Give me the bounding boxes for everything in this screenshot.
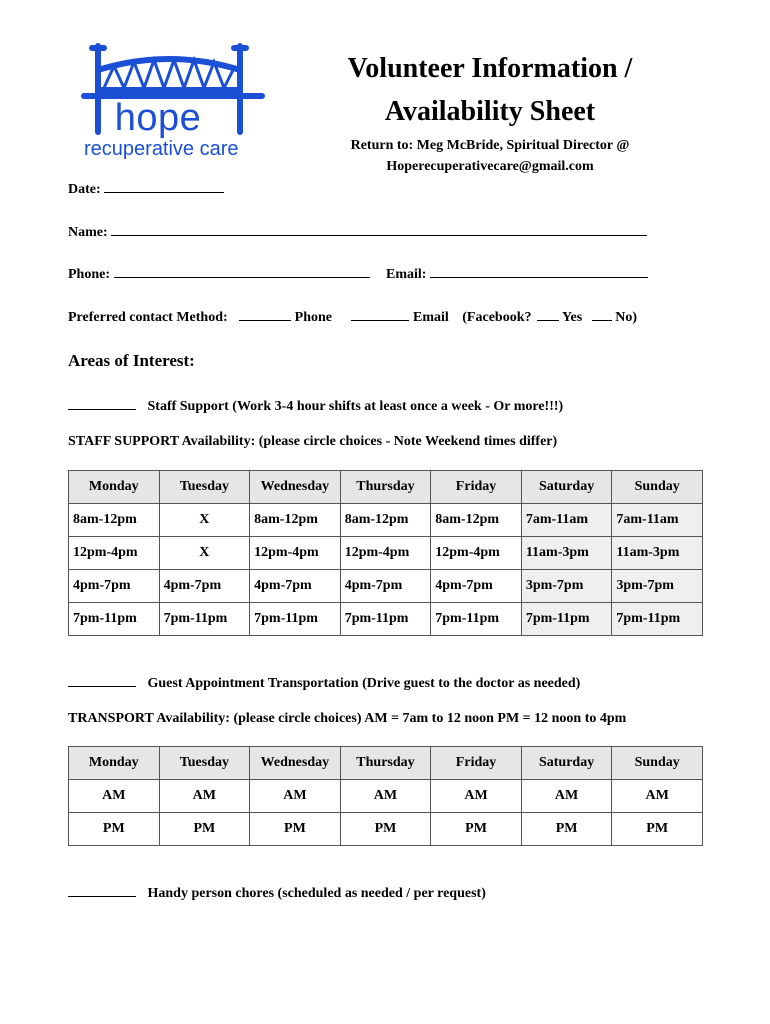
time-slot-cell[interactable]: 12pm-4pm <box>340 537 431 570</box>
preferred-contact-row <box>68 308 637 327</box>
time-slot-cell[interactable]: 4pm-7pm <box>159 570 250 603</box>
day-header: Thursday <box>340 747 431 780</box>
facebook-no-blank[interactable] <box>592 308 612 321</box>
time-slot-cell[interactable]: 12pm-4pm <box>431 537 522 570</box>
pm-slot-cell[interactable]: PM <box>340 813 431 846</box>
day-header: Monday <box>69 471 160 504</box>
table-row <box>69 780 703 813</box>
time-slot-cell[interactable]: 7am-11am <box>612 504 703 537</box>
staff-support-blank[interactable] <box>68 397 136 410</box>
time-slot-cell[interactable]: 7pm-11pm <box>431 603 522 636</box>
day-header: Sunday <box>612 747 703 780</box>
table-row <box>69 570 703 603</box>
time-slot-cell[interactable]: 4pm-7pm <box>431 570 522 603</box>
email-blank[interactable] <box>430 265 648 278</box>
guest-transport-row <box>68 674 580 693</box>
pm-slot-cell[interactable]: PM <box>612 813 703 846</box>
date-blank[interactable] <box>104 180 224 193</box>
logo-wordmark: hope <box>114 97 202 139</box>
facebook-label: (Facebook? <box>462 310 532 325</box>
date-field[interactable] <box>68 180 224 199</box>
preferred-email-blank[interactable] <box>351 308 409 321</box>
hope-logo <box>80 40 270 170</box>
page-title-line-1: Volunteer Information / <box>347 53 633 84</box>
table-header-row <box>69 471 703 504</box>
pm-slot-cell[interactable]: PM <box>521 813 612 846</box>
guest-transport-blank[interactable] <box>68 674 136 687</box>
unavailable-cell: X <box>159 504 250 537</box>
time-slot-cell[interactable]: 8am-12pm <box>340 504 431 537</box>
day-header: Friday <box>431 747 522 780</box>
preferred-phone-option: Phone <box>294 310 332 325</box>
am-slot-cell[interactable]: AM <box>612 780 703 813</box>
name-field[interactable] <box>68 223 647 242</box>
areas-of-interest-heading: Areas of Interest: <box>68 351 195 370</box>
return-to-line-1: Return to: Meg McBride, Spiritual Director @ <box>350 138 630 153</box>
page-title-line-2: Availability Sheet <box>384 96 596 127</box>
table-header-row <box>69 747 703 780</box>
table-row <box>69 537 703 570</box>
phone-blank[interactable] <box>114 265 370 278</box>
day-header: Wednesday <box>250 471 341 504</box>
preferred-email-option: Email <box>412 310 449 325</box>
facebook-yes-option: Yes <box>561 310 583 325</box>
handy-person-blank[interactable] <box>68 884 136 897</box>
name-label: Name: <box>68 225 108 240</box>
facebook-no-option: No) <box>615 310 637 325</box>
time-slot-cell[interactable]: 7pm-11pm <box>69 603 160 636</box>
transport-availability-heading: TRANSPORT Availability: (please circle choices) AM = 7am to 12 noon PM = 12 noon to 4pm <box>68 711 627 726</box>
time-slot-cell[interactable]: 8am-12pm <box>69 504 160 537</box>
time-slot-cell[interactable]: 7pm-11pm <box>250 603 341 636</box>
pm-slot-cell[interactable]: PM <box>69 813 160 846</box>
table-row <box>69 504 703 537</box>
phone-label: Phone: <box>68 267 110 282</box>
pm-slot-cell[interactable]: PM <box>159 813 250 846</box>
time-slot-cell[interactable]: 4pm-7pm <box>69 570 160 603</box>
pm-slot-cell[interactable]: PM <box>431 813 522 846</box>
day-header: Friday <box>431 471 522 504</box>
day-header: Sunday <box>612 471 703 504</box>
time-slot-cell[interactable]: 7pm-11pm <box>340 603 431 636</box>
am-slot-cell[interactable]: AM <box>159 780 250 813</box>
time-slot-cell[interactable]: 3pm-7pm <box>612 570 703 603</box>
staff-availability-heading: STAFF SUPPORT Availability: (please circle choices - Note Weekend times differ) <box>68 434 558 449</box>
staff-availability-table <box>68 470 703 636</box>
facebook-yes-blank[interactable] <box>537 308 559 321</box>
pm-slot-cell[interactable]: PM <box>250 813 341 846</box>
am-slot-cell[interactable]: AM <box>521 780 612 813</box>
preferred-phone-blank[interactable] <box>239 308 291 321</box>
guest-transport-label: Guest Appointment Transportation (Drive guest to the doctor as needed) <box>147 676 581 691</box>
return-to-line-2: Hoperecuperativecare@gmail.com <box>386 159 594 174</box>
day-header: Saturday <box>521 747 612 780</box>
handy-person-label: Handy person chores (scheduled as needed / per request) <box>147 886 486 901</box>
phone-field[interactable] <box>68 265 370 284</box>
email-field[interactable] <box>386 265 648 284</box>
am-slot-cell[interactable]: AM <box>250 780 341 813</box>
day-header: Tuesday <box>159 471 250 504</box>
time-slot-cell[interactable]: 4pm-7pm <box>340 570 431 603</box>
logo-subtitle: recuperative care <box>84 138 239 160</box>
email-label: Email: <box>386 267 427 282</box>
day-header: Monday <box>69 747 160 780</box>
time-slot-cell[interactable]: 12pm-4pm <box>69 537 160 570</box>
transport-availability-table <box>68 746 703 846</box>
date-label: Date: <box>68 182 101 197</box>
am-slot-cell[interactable]: AM <box>340 780 431 813</box>
handy-person-row <box>68 884 486 903</box>
time-slot-cell[interactable]: 4pm-7pm <box>250 570 341 603</box>
time-slot-cell[interactable]: 12pm-4pm <box>250 537 341 570</box>
table-row <box>69 603 703 636</box>
time-slot-cell[interactable]: 8am-12pm <box>431 504 522 537</box>
staff-support-label: Staff Support (Work 3-4 hour shifts at least once a week - Or more!!!) <box>147 399 564 414</box>
day-header: Thursday <box>340 471 431 504</box>
time-slot-cell[interactable]: 8am-12pm <box>250 504 341 537</box>
preferred-contact-label: Preferred contact Method: <box>68 310 228 325</box>
am-slot-cell[interactable]: AM <box>69 780 160 813</box>
time-slot-cell[interactable]: 7pm-11pm <box>612 603 703 636</box>
time-slot-cell[interactable]: 7pm-11pm <box>521 603 612 636</box>
staff-support-row <box>68 397 563 416</box>
table-row <box>69 813 703 846</box>
day-header: Tuesday <box>159 747 250 780</box>
name-blank[interactable] <box>111 223 647 236</box>
time-slot-cell[interactable]: 7am-11am <box>521 504 612 537</box>
am-slot-cell[interactable]: AM <box>431 780 522 813</box>
day-header: Saturday <box>521 471 612 504</box>
time-slot-cell[interactable]: 7pm-11pm <box>159 603 250 636</box>
time-slot-cell[interactable]: 3pm-7pm <box>521 570 612 603</box>
unavailable-cell: X <box>159 537 250 570</box>
time-slot-cell[interactable]: 11am-3pm <box>521 537 612 570</box>
time-slot-cell[interactable]: 11am-3pm <box>612 537 703 570</box>
day-header: Wednesday <box>250 747 341 780</box>
